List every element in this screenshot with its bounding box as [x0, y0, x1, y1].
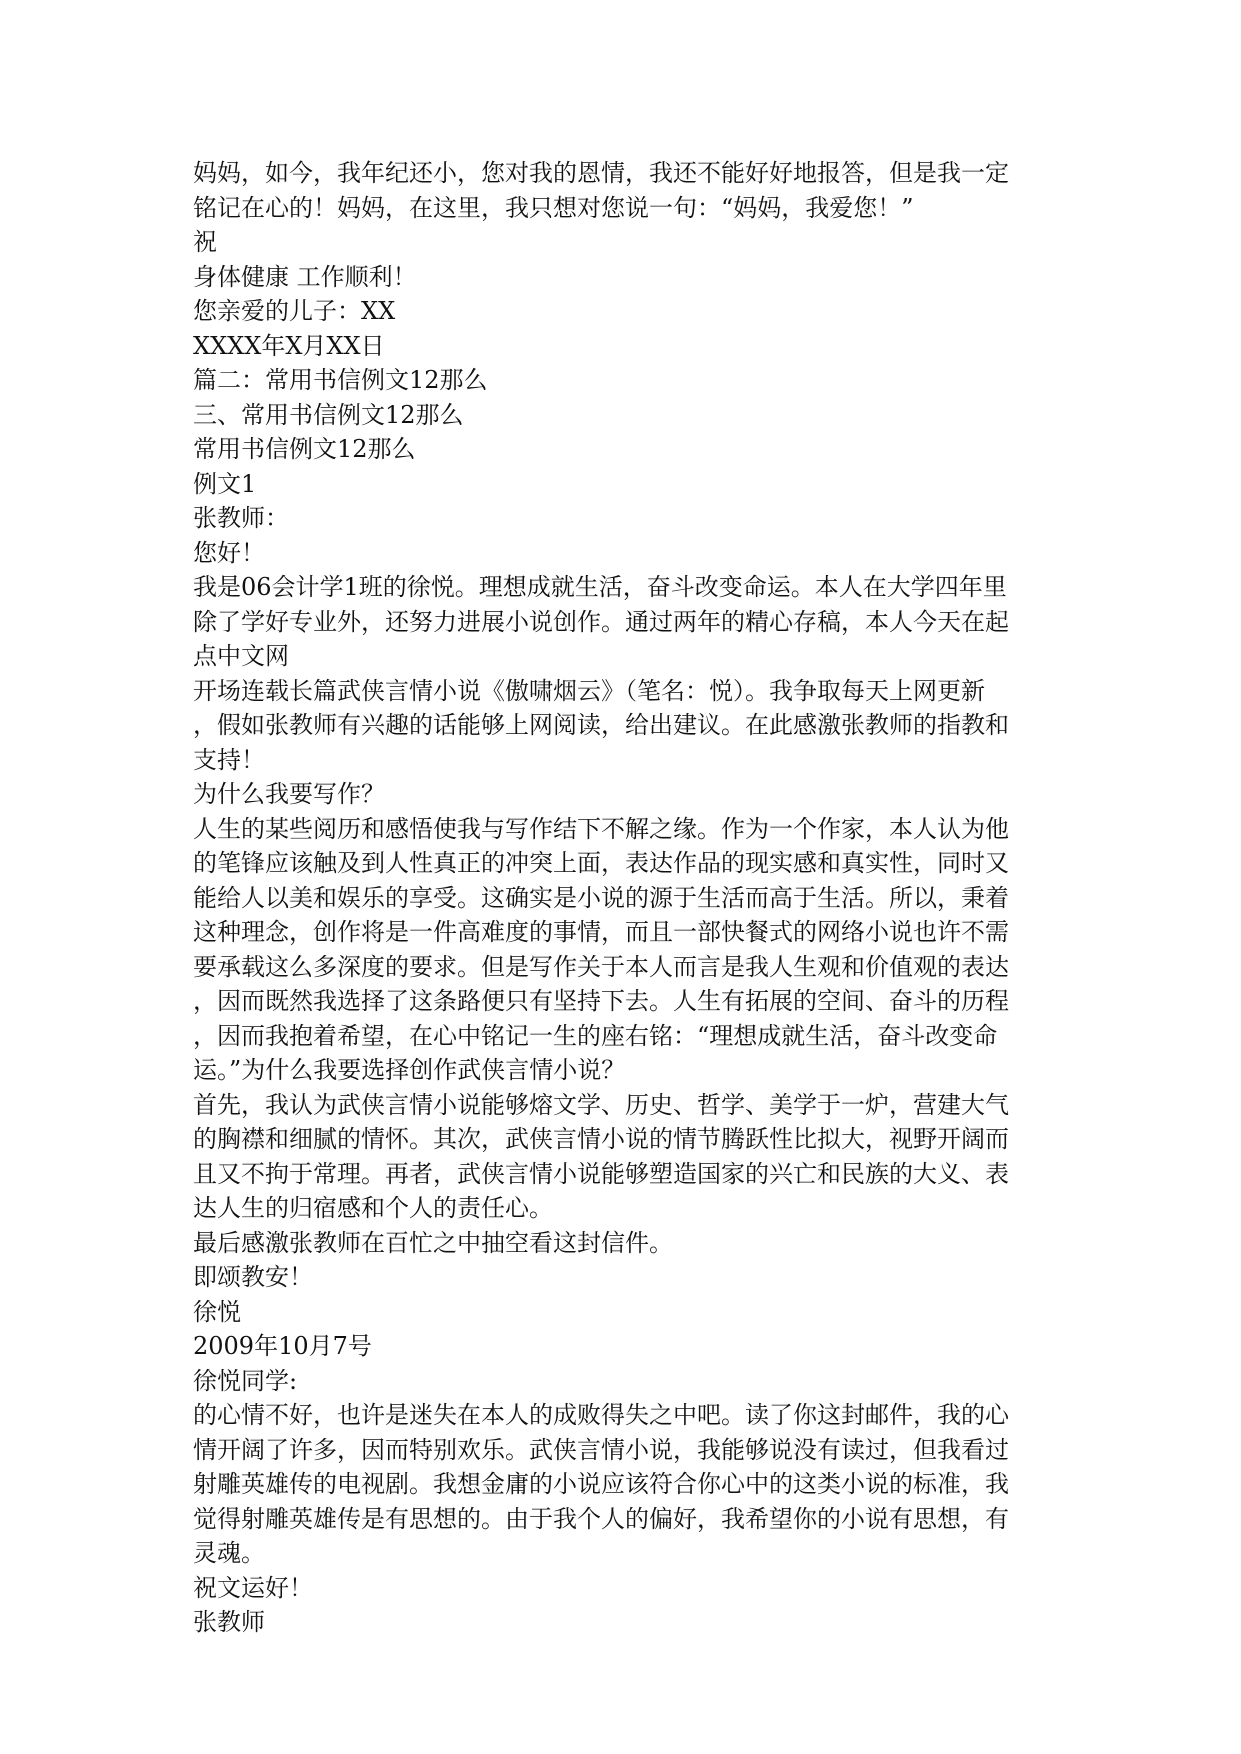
text-line: 徐悦同学:: [193, 1366, 298, 1395]
text-line: 徐悦: [193, 1297, 241, 1326]
text-line: 点中文网: [193, 642, 289, 670]
text-line: 我是06会计学1班的徐悦。理想成就生活，奋斗改变命运。本人在大学四年里: [193, 573, 1007, 601]
text-line: 的笔锋应该触及到人性真正的冲突上面，表达作品的现实感和真实性，同时又: [193, 849, 1009, 877]
text-line: 妈妈，如今，我年纪还小，您对我的恩情，我还不能好好地报答，但是我一定: [193, 159, 1009, 187]
text-line: 张教师：: [193, 504, 289, 532]
text-line: 身体健康 工作顺利！: [193, 262, 417, 291]
text-line: 的胸襟和细腻的情怀。其次，武侠言情小说的情节腾跃性比拟大，视野开阔而: [193, 1125, 1009, 1153]
text-line: 要承载这么多深度的要求。但是写作关于本人而言是我人生观和价值观的表达: [193, 952, 1009, 981]
text-line: 即颂教安！: [193, 1263, 313, 1291]
text-line: ，假如张教师有兴趣的话能够上网阅读，给出建议。在此感激张教师的指教和: [193, 711, 1009, 739]
text-line: 三、常用书信例文12那么: [193, 400, 464, 429]
text-line: 开场连载长篇武侠言情小说《傲啸烟云》（笔名：悦）。我争取每天上网更新: [193, 676, 985, 705]
text-line: XXXX年X月XX日: [193, 331, 385, 360]
text-line: 支持！: [193, 745, 265, 774]
text-line: 达人生的归宿感和个人的责任心。: [193, 1194, 553, 1222]
text-line: 射雕英雄传的电视剧。我想金庸的小说应该符合你心中的这类小说的标准，我: [193, 1470, 1009, 1498]
document-page: [193, 156, 1055, 1640]
text-line: 您亲爱的儿子：XX: [193, 297, 396, 325]
text-line: 情开阔了许多，因而特别欢乐。武侠言情小说，我能够说没有读过，但我看过: [193, 1435, 1009, 1464]
text-line: 为什么我要写作？: [193, 780, 385, 808]
text-line: ，因而既然我选择了这条路便只有坚持下去。人生有拓展的空间、奋斗的历程: [193, 987, 1009, 1015]
text-line: 2009年10月7号: [193, 1332, 372, 1360]
text-line: 的心情不好，也许是迷失在本人的成败得失之中吧。读了你这封邮件，我的心: [193, 1401, 1009, 1429]
text-line: 这种理念，创作将是一件高难度的事情，而且一部快餐式的网络小说也许不需: [193, 918, 1009, 946]
text-line: 张教师: [193, 1608, 265, 1636]
text-line: 篇二：常用书信例文12那么: [193, 366, 488, 394]
text-line: 且又不拘于常理。再者，武侠言情小说能够塑造国家的兴亡和民族的大义、表: [193, 1159, 1009, 1188]
text-line: 灵魂。: [193, 1539, 265, 1567]
text-line: 祝: [193, 228, 217, 256]
text-line: 觉得射雕英雄传是有思想的。由于我个人的偏好，我希望你的小说有思想，有: [193, 1504, 1009, 1533]
text-line: 您好！: [193, 538, 265, 567]
text-line: 铭记在心的！妈妈，在这里，我只想对您说一句：“妈妈，我爱您！”: [193, 193, 914, 222]
text-line: 常用书信例文12那么: [193, 435, 416, 463]
text-line: 能给人以美和娱乐的享受。这确实是小说的源于生活而高于生活。所以，秉着: [193, 883, 1009, 912]
text-line: 祝文运好！: [193, 1573, 313, 1602]
text-line: 首先，我认为武侠言情小说能够熔文学、历史、哲学、美学于一炉，营建大气: [193, 1090, 1009, 1119]
text-line: 最后感激张教师在百忙之中抽空看这封信件。: [193, 1228, 673, 1257]
text-line: 人生的某些阅历和感悟使我与写作结下不解之缘。作为一个作家，本人认为他: [193, 814, 1009, 843]
text-line: 例文1: [193, 469, 257, 498]
text-line: 除了学好专业外，还努力进展小说创作。通过两年的精心存稿，本人今天在起: [193, 607, 1009, 636]
text-line: ，因而我抱着希望，在心中铭记一生的座右铭：“理想成就生活，奋斗改变命: [193, 1021, 998, 1050]
text-line: 运。”为什么我要选择创作武侠言情小说？: [193, 1056, 626, 1084]
